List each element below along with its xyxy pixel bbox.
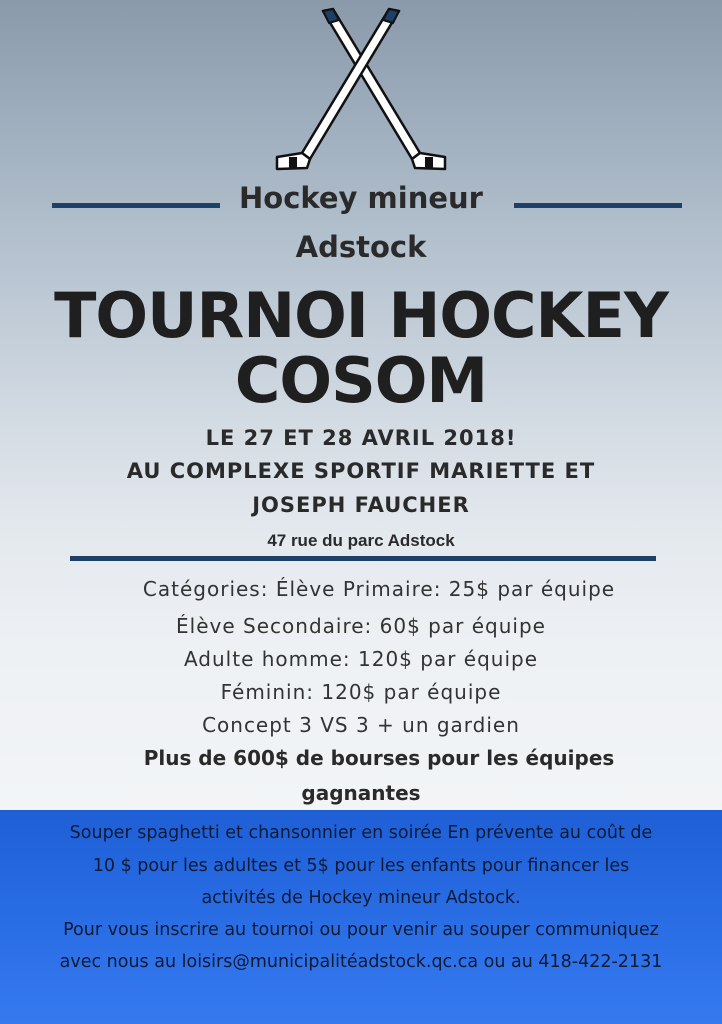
category-adult-men: Adulte homme: 120$ par équipe <box>183 647 539 671</box>
category-women: Féminin: 120$ par équipe <box>220 680 502 704</box>
category-concept: Concept 3 VS 3 + un gardien <box>202 713 520 737</box>
org-name-line2: Adstock <box>295 230 427 264</box>
footer-line4: Pour vous inscrire au tournoi ou pour venir au souper communiquez <box>63 920 659 940</box>
event-venue-line2: JOSEPH FAUCHER <box>252 493 470 517</box>
footer-line2: 10 $ pour les adultes et 5$ pour les enfants pour financer les <box>92 856 630 876</box>
category-primary: Catégories: Élève Primaire: 25$ par équipe <box>142 577 616 601</box>
event-date: LE 27 ET 28 AVRIL 2018! <box>205 426 517 450</box>
footer-line1: Souper spaghetti et chansonnier en soirée En prévente au coût de <box>69 823 653 843</box>
category-secondary: Élève Secondaire: 60$ par équipe <box>176 614 546 638</box>
prize-line2: gagnantes <box>301 781 421 805</box>
address-rule <box>70 556 656 561</box>
page-title-line2: COSOM <box>234 344 488 417</box>
crossed-hockey-sticks-icon <box>275 5 447 175</box>
footer-line3: activités de Hockey mineur Adstock. <box>201 888 521 908</box>
event-venue-line1: AU COMPLEXE SPORTIF MARIETTE ET <box>126 459 596 483</box>
page-title-line1: TOURNOI HOCKEY <box>54 279 668 352</box>
org-name-line1: Hockey mineur <box>239 181 483 215</box>
prize-line1: Plus de 600$ de bourses pour les équipes <box>143 746 615 770</box>
footer-contact-line[interactable]: avec nous au loisirs@municipalitéadstock.qc.ca ou au 418-422-2131 <box>59 952 663 972</box>
event-address: 47 rue du parc Adstock <box>267 531 455 550</box>
